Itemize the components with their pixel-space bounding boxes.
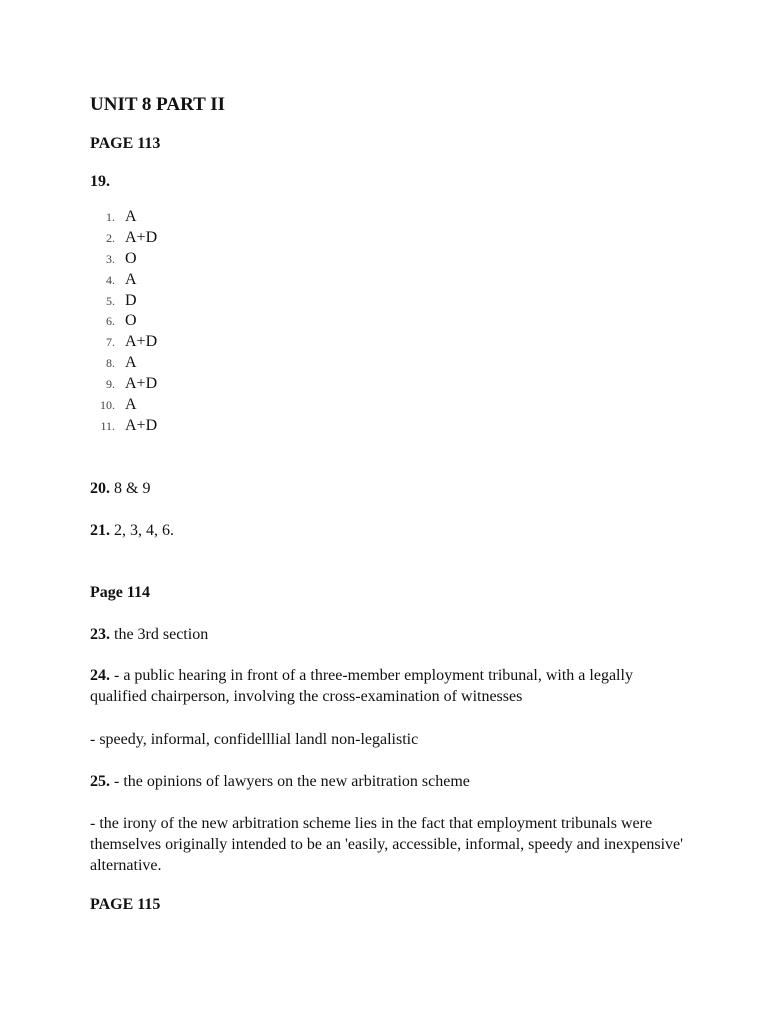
- list-item-number: 3.: [106, 251, 115, 266]
- exercise-23-number: 23.: [90, 626, 110, 643]
- exercise-25-second-paragraph: - the irony of the new arbitration scheme lies in the fact that employment tribunals were themselves originally intended to be an 'easily, accessible, informal, speedy and inexpensive' alternative.: [90, 815, 683, 874]
- exercise-24-paragraph: [90, 665, 690, 707]
- exercise-24-second-paragraph: - speedy, informal, confidelllial landl non-legalistic: [90, 731, 419, 748]
- list-item-answer: O: [125, 312, 137, 330]
- list-item-answer: A: [125, 208, 137, 225]
- list-item-answer: A: [125, 270, 137, 288]
- list-item-answer: D: [125, 291, 137, 309]
- exercise-23-answer: the 3rd section: [110, 626, 209, 643]
- list-item-answer: A+D: [125, 416, 158, 434]
- list-item: [90, 228, 157, 249]
- list-item: [90, 395, 157, 416]
- list-item-number: 1.: [106, 210, 115, 224]
- exercise-25-paragraph: [90, 771, 690, 792]
- exercise-24-number: 24.: [90, 667, 110, 684]
- list-item-number: 9.: [106, 377, 115, 392]
- list-item-answer: A: [125, 354, 137, 372]
- list-item: [90, 374, 157, 395]
- list-item-answer: A+D: [125, 228, 158, 246]
- exercise-21-number: 21.: [90, 522, 110, 539]
- list-item-answer: A+D: [125, 375, 158, 393]
- exercise-19-answer-list: [90, 207, 157, 437]
- exercise-23: [90, 626, 208, 644]
- page-heading-113: PAGE 113: [90, 135, 161, 152]
- list-item: [90, 311, 157, 332]
- exercise-20: [90, 480, 150, 498]
- list-item-answer: A+D: [125, 333, 158, 351]
- exercise-25-answer: - the opinions of lawyers on the new arbitration scheme: [110, 773, 470, 790]
- list-item: [90, 207, 157, 228]
- list-item-number: 7.: [106, 335, 115, 350]
- exercise-21: [90, 522, 174, 540]
- exercise-25-number: 25.: [90, 773, 110, 790]
- unit-title: UNIT 8 PART II: [90, 94, 226, 115]
- list-item: [90, 416, 157, 437]
- exercise-19-heading: [90, 173, 110, 191]
- list-item: [90, 291, 157, 312]
- list-item: [90, 249, 157, 270]
- list-item-number: 11.: [100, 418, 115, 433]
- page-heading-114: Page 114: [90, 584, 150, 601]
- exercise-24-answer: - a public hearing in front of a three-member employment tribunal, with a legally qualified chairperson, involving the cross-examination of witnesses: [90, 667, 633, 705]
- page-heading-115: PAGE 115: [90, 896, 161, 913]
- list-item: [90, 270, 157, 291]
- list-item-number: 6.: [106, 314, 115, 329]
- list-item-number: 10.: [100, 398, 115, 413]
- list-item-number: 8.: [106, 356, 115, 371]
- list-item: [90, 353, 157, 374]
- list-item-number: 5.: [106, 293, 115, 308]
- exercise-20-answer: 8 & 9: [110, 480, 151, 497]
- list-item-answer: O: [125, 249, 137, 267]
- list-item-number: 4.: [106, 272, 115, 287]
- list-item-answer: A: [125, 396, 137, 414]
- exercise-21-answer: 2, 3, 4, 6.: [110, 522, 174, 539]
- exercise-19-number: 19.: [90, 173, 110, 190]
- exercise-20-number: 20.: [90, 480, 110, 497]
- list-item-number: 2.: [106, 230, 115, 245]
- list-item: [90, 332, 157, 353]
